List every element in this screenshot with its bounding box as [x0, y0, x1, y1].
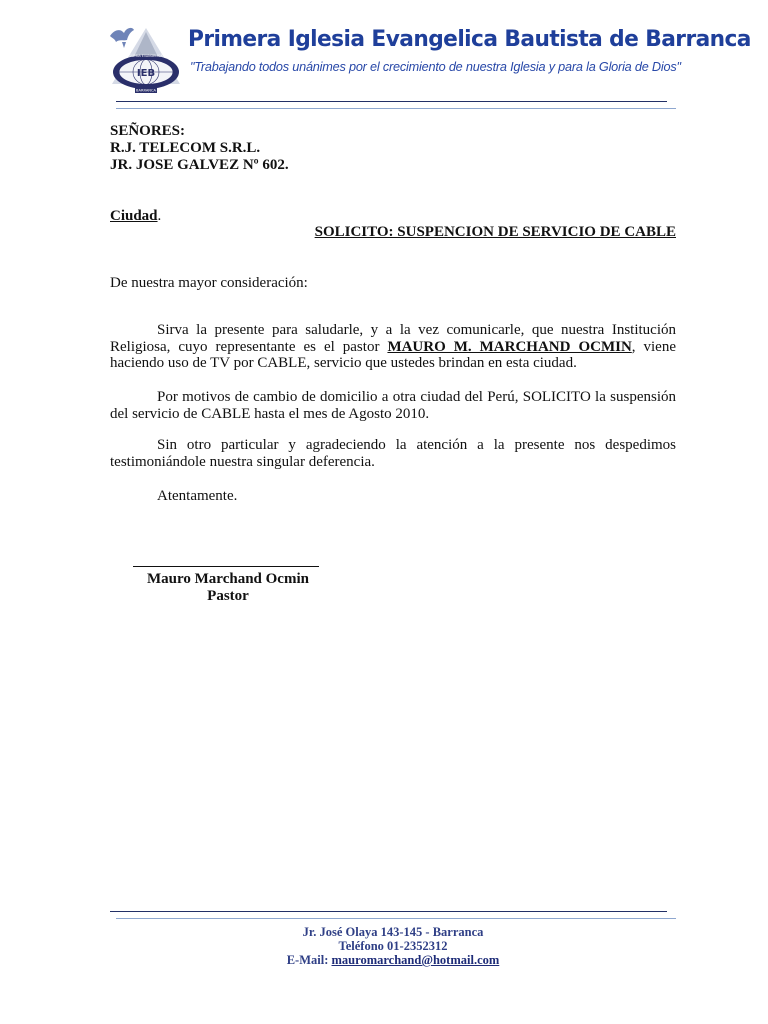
footer-email-label: E-Mail:: [286, 953, 329, 967]
paragraph-1-rest: , viene haciendo uso de TV por CABLE, servicio que ustedes brindan en esta ciudad.: [110, 338, 677, 371]
footer-email-link[interactable]: mauromarchand@hotmail.com: [331, 953, 500, 967]
signatory-role: Pastor: [207, 588, 249, 604]
paragraph-3-text: Sin otro particular y agradeciendo la atención a la presente nos despedimos testimoniándole nuestra singular deferencia.: [110, 437, 676, 470]
paragraph-2: [110, 389, 676, 422]
signatory-name: Mauro Marchand Ocmin: [147, 571, 309, 587]
church-logo: [108, 24, 184, 98]
header-rule-dark: [116, 101, 667, 102]
recipient-line-3: JR. JOSE GALVEZ Nº 602.: [110, 157, 289, 173]
recipient-line-1: SEÑORES:: [110, 123, 186, 139]
signature-line: [133, 566, 319, 567]
footer-address: Jr. José Olaya 143-145 - Barranca: [302, 925, 484, 939]
header-rule-light: [116, 108, 676, 109]
footer-rule-light: [116, 918, 676, 919]
paragraph-1: [110, 322, 676, 372]
pastor-name: MAURO M. MARCHAND OCMIN: [387, 338, 632, 355]
footer-rule-dark: [110, 911, 667, 912]
paragraph-2-text: Por motivos de cambio de domicilio a otra ciudad del Perú, SOLICITO la suspensión del servicio de CABLE hasta el mes de Agosto 2010.: [110, 389, 676, 422]
subject-line: SOLICITO: SUSPENCION DE SERVICIO DE CABLE: [314, 224, 676, 240]
footer-phone: Teléfono 01-2352312: [338, 939, 448, 953]
city-line: [110, 208, 161, 225]
paragraph-3: [110, 437, 676, 470]
logo-ring-text: PRIMERA IGLESIA EVANGELICA BAUTISTA: [112, 54, 180, 58]
closing: Atentamente.: [157, 488, 238, 504]
city-punct: .: [157, 208, 162, 224]
logo-initials: IEB: [136, 68, 156, 79]
footer-email-line: [110, 953, 676, 967]
organization-title: Primera Iglesia Evangelica Bautista de Barranca: [188, 26, 751, 52]
salutation: De nuestra mayor consideración:: [110, 275, 308, 291]
logo-bottom-text: BARRANCA: [136, 88, 156, 93]
paragraph-1-intro: Sirva la presente para saludarle, y a la vez comunicarle, que nuestra Institución Religiosa, cuyo representante es el pastor: [110, 322, 676, 355]
organization-motto: "Trabajando todos unánimes por el crecimiento de nuestra Iglesia y para la Gloria de Dios": [190, 60, 681, 74]
city-label: Ciudad: [110, 208, 158, 224]
recipient-line-2: R.J. TELECOM S.R.L.: [110, 140, 261, 156]
